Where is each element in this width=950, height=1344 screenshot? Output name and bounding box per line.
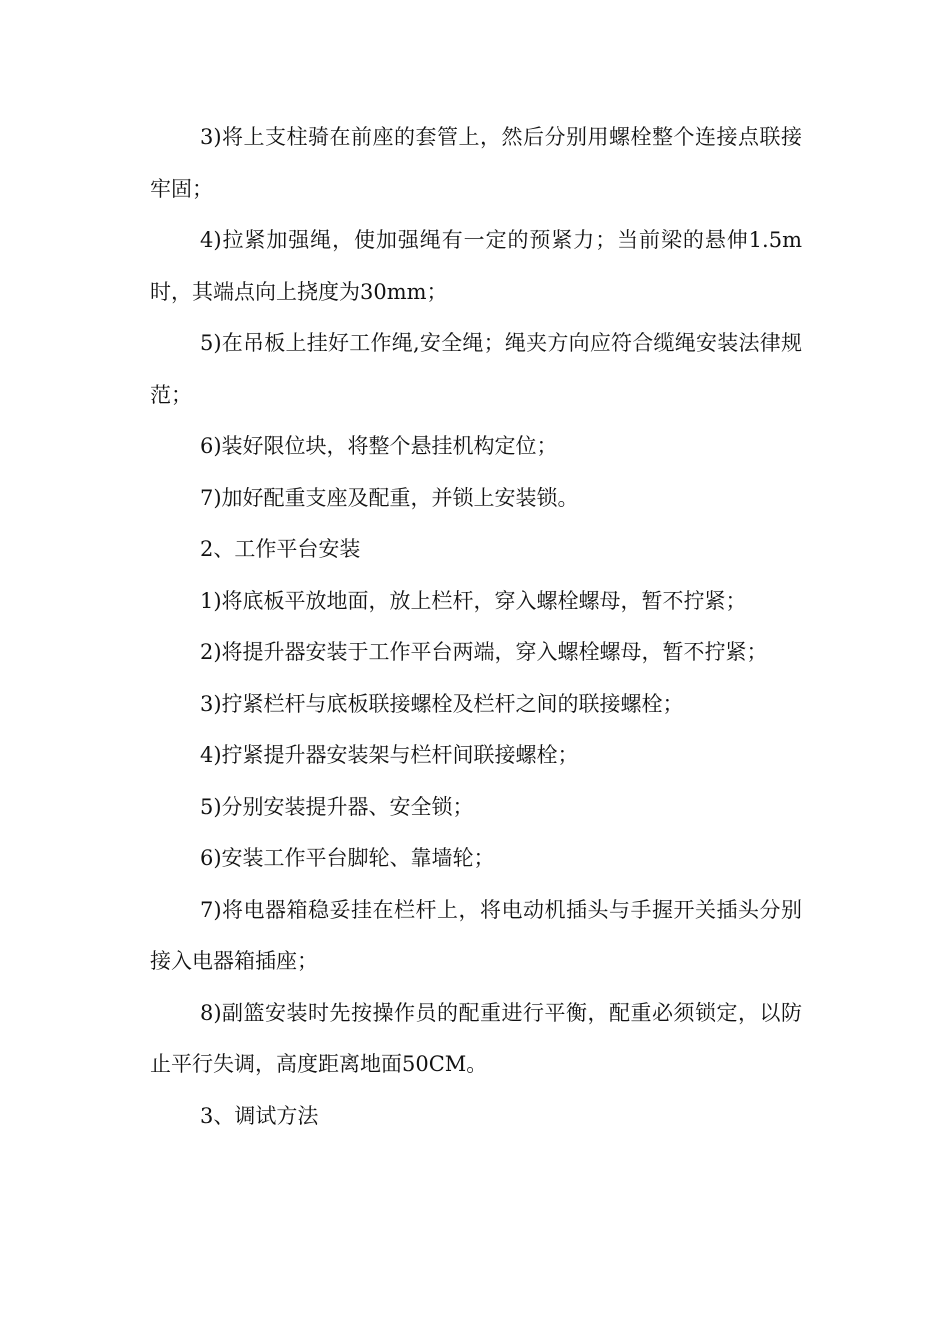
document-body	[150, 112, 802, 1142]
paragraph: 3)将上支柱骑在前座的套管上，然后分别用螺栓整个连接点联接牢固；	[150, 125, 802, 201]
section-heading: 3、调试方法	[200, 1103, 319, 1128]
paragraph: 7)将电器箱稳妥挂在栏杆上，将电动机插头与手握开关插头分别接入电器箱插座；	[150, 897, 802, 973]
paragraph: 3)拧紧栏杆与底板联接螺栓及栏杆之间的联接螺栓；	[200, 691, 684, 716]
paragraph: 5)在吊板上挂好工作绳,安全绳；绳夹方向应符合缆绳安装法律规范；	[150, 331, 802, 407]
paragraph: 1)将底板平放地面，放上栏杆，穿入螺栓螺母，暂不拧紧；	[200, 588, 747, 613]
paragraph: 6)安装工作平台脚轮、靠墙轮；	[200, 846, 495, 870]
paragraph: 5)分别安装提升器、安全锁；	[200, 794, 474, 819]
paragraph: 2)将提升器安装于工作平台两端，穿入螺栓螺母，暂不拧紧；	[200, 640, 768, 664]
paragraph: 7)加好配重支座及配重，并锁上安装锁。	[200, 485, 579, 510]
paragraph: 6)装好限位块，将整个悬挂机构定位；	[200, 434, 558, 458]
paragraph: 8)副篮安装时先按操作员的配重进行平衡，配重必须锁定，以防止平行失调，高度距离地面50CM。	[150, 1000, 802, 1076]
paragraph: 4)拧紧提升器安装架与栏杆间联接螺栓；	[200, 743, 579, 767]
paragraph: 4)拉紧加强绳，使加强绳有一定的预紧力；当前梁的悬伸1.5m时，其端点向上挠度为30mm；	[150, 228, 802, 304]
section-heading: 2、工作平台安装	[200, 537, 361, 561]
